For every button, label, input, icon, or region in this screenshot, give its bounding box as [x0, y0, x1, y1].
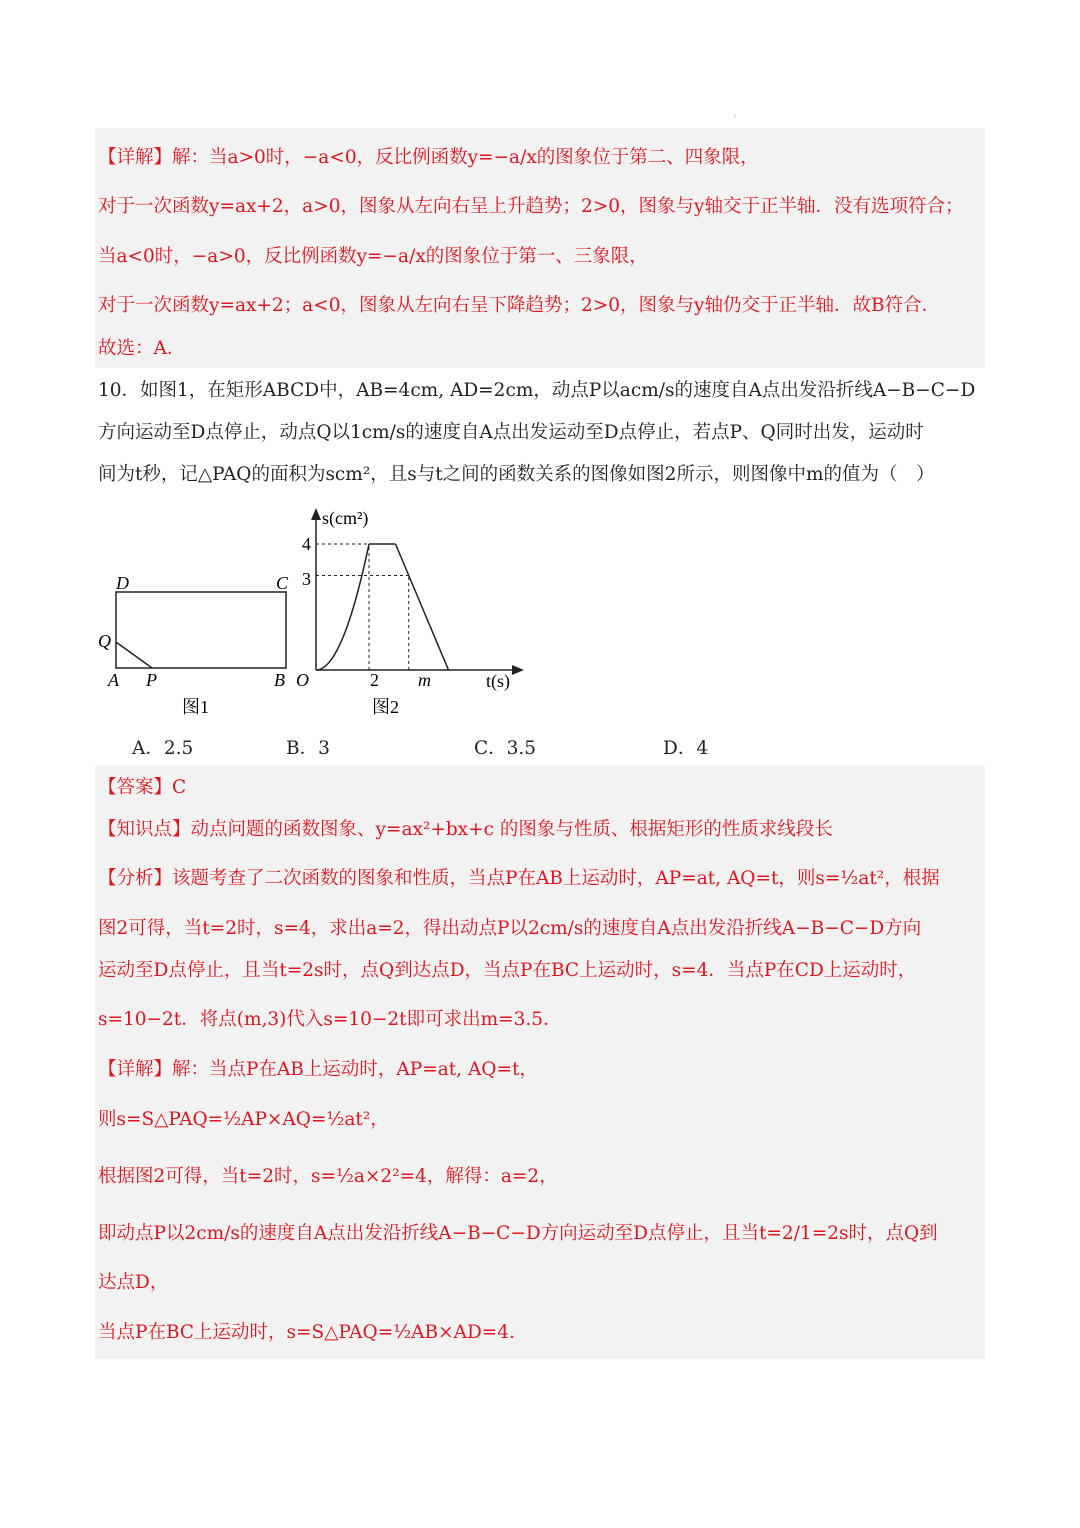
detail1-line4: 对于一次函数y=ax+2；a<0，图象从左向右呈下降趋势；2>0，图象与y轴仍交于正半轴．故B符合．: [98, 295, 941, 316]
origin-label: O: [296, 670, 309, 690]
detail2-line6: 当点P在BC上运动时，s=S△PAQ=½AB×AD=4．: [98, 1322, 528, 1343]
figure2-caption: 图2: [372, 697, 399, 717]
page-mark: :: [734, 112, 737, 119]
option-b: B．3: [286, 738, 330, 759]
series-line-0: [316, 544, 369, 670]
detail2-line1: 【详解】解：当点P在AB上运动时，AP=at, AQ=t，: [98, 1059, 538, 1080]
analysis-line1: 【分析】该题考查了二次函数的图象和性质，当点P在AB上运动时，AP=at, AQ=t，则s=½at²，根据: [98, 868, 940, 889]
detail1-line3: 当a<0时，−a>0，反比例函数y=−a/x的图象位于第一、三象限，: [98, 246, 648, 267]
question-line1: 10．如图1，在矩形ABCD中，AB=4cm, AD=2cm，动点P以acm/s的速度自A点出发沿折线A−B−C−D: [98, 380, 976, 401]
analysis-line4: s=10−2t．将点(m,3)代入s=10−2t即可求出m=3.5．: [98, 1009, 562, 1030]
answer-line: 【答案】C: [98, 777, 187, 798]
label-c: C: [276, 573, 289, 593]
y-axis-arrow: [311, 508, 321, 520]
x-axis-label: t(s): [486, 671, 510, 691]
x-tick-2: 2: [370, 670, 379, 690]
figure2-graph: [280, 500, 530, 725]
rectangle-abcd: [116, 592, 286, 668]
detail2-line5: 达点D，: [98, 1272, 169, 1293]
x-axis-arrow: [512, 665, 524, 675]
label-b: B: [274, 670, 285, 690]
knowledge-line: 【知识点】动点问题的函数图象、y=ax²+bx+c 的图象与性质、根据矩形的性质求线段长: [98, 819, 833, 840]
detail1-line1: 【详解】解：当a>0时，−a<0，反比例函数y=−a/x的图象位于第二、四象限，: [98, 147, 759, 168]
detail2-line4: 即动点P以2cm/s的速度自A点出发沿折线A−B−C−D方向运动至D点停止，且当t=2/1=2s时，点Q到: [98, 1223, 938, 1244]
y-tick-4: 4: [302, 534, 311, 554]
x-tick-m: m: [418, 670, 431, 690]
option-a: A．2.5: [132, 738, 194, 759]
y-axis-label: s(cm²): [322, 508, 369, 528]
question-line3: 间为t秒，记△PAQ的面积为scm²，且s与t之间的函数关系的图像如图2所示，则图像中m的值为（ ）: [98, 464, 935, 485]
option-d: D．4: [663, 738, 709, 759]
analysis-line2: 图2可得，当t=2时，s=4，求出a=2，得出动点P以2cm/s的速度自A点出发沿折线A−B−C−D方向: [98, 918, 922, 939]
detail1-line2: 对于一次函数y=ax+2，a>0，图象从左向右呈上升趋势；2>0，图象与y轴交于正半轴．没有选项符合；: [98, 196, 964, 217]
label-d: D: [116, 573, 129, 593]
y-tick-3: 3: [302, 569, 311, 589]
question-line2: 方向运动至D点停止，动点Q以1cm/s的速度自A点出发运动至D点停止，若点P、Q同时出发，运动时: [98, 422, 924, 443]
detail2-line3: 根据图2可得，当t=2时，s=½a×2²=4，解得：a=2，: [98, 1166, 558, 1187]
figure1-caption: 图1: [182, 697, 209, 717]
detail1-line5: 故选：A．: [98, 338, 186, 359]
label-q: Q: [98, 631, 111, 651]
segment-qp: [116, 642, 152, 668]
option-c: C．3.5: [474, 738, 537, 759]
label-a: A: [108, 670, 119, 690]
series-line-2: [396, 544, 449, 670]
label-p: P: [146, 670, 157, 690]
figure1-rectangle: [90, 560, 310, 725]
analysis-line3: 运动至D点停止，且当t=2s时，点Q到达点D，当点P在BC上运动时，s=4．当点P在CD上运动时，: [98, 960, 917, 981]
detail2-line2: 则s=S△PAQ=½AP×AQ=½at²，: [98, 1109, 389, 1130]
